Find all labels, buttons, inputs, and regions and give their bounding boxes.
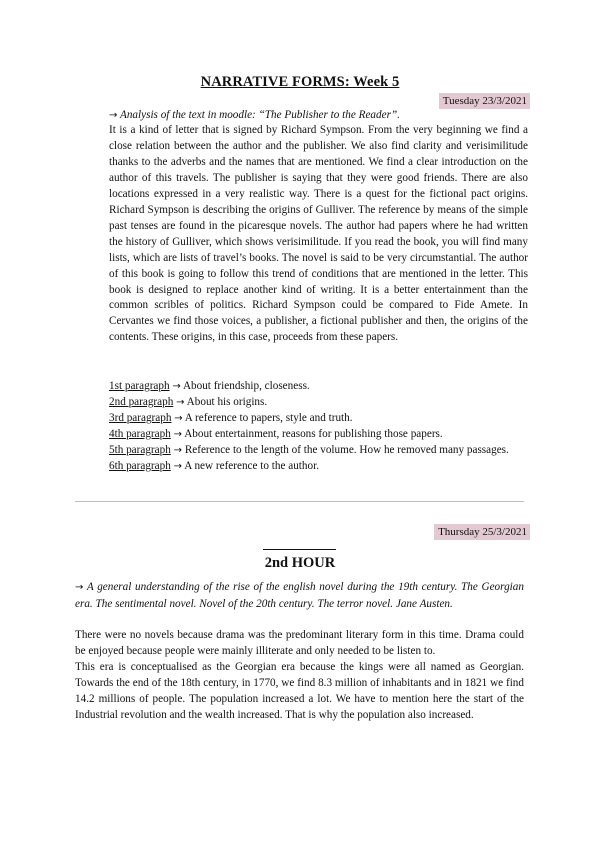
section-heading: 2nd HOUR	[264, 555, 336, 571]
list-item	[109, 459, 528, 475]
paragraph-summary: Reference to the length of the volume. How he removed many passages.	[182, 443, 509, 456]
right-arrow-icon: →	[173, 428, 183, 440]
analysis-intro	[109, 108, 400, 123]
lecture-intro-text: A general understanding of the rise of the english novel during the 19th century. The Georgian era. The sentimental novel. Novel of the 20th century. The terror novel. Jane Austen.	[75, 581, 524, 610]
heading-rule	[263, 549, 336, 550]
right-arrow-icon: →	[176, 396, 185, 408]
page-title: NARRATIVE FORMS: Week 5	[200, 74, 400, 90]
paragraph-label: 6th paragraph	[109, 459, 171, 472]
paragraph-label: 3rd paragraph	[109, 411, 172, 424]
lecture-intro	[75, 579, 524, 612]
paragraph-label: 5th paragraph	[109, 443, 171, 456]
lecture-paragraph: There were no novels because drama was the predominant literary form in this time. Drama could be enjoyed because people were mainly illiterate and only needed to be listen to.	[75, 629, 524, 657]
right-arrow-icon: →	[75, 582, 84, 593]
list-item	[109, 411, 528, 427]
paragraph-summary: About friendship, closeness.	[180, 380, 310, 392]
right-arrow-icon: →	[172, 381, 181, 392]
paragraph-summary: A reference to papers, style and truth.	[182, 411, 353, 424]
paragraph-summary-list	[109, 379, 528, 475]
right-arrow-icon: →	[174, 412, 183, 424]
lecture-paragraph: This era is conceptualised as the Georgian era because the kings were all named as Georgian. Towards the end of the 18th century, in 1770, we find 8.3 million of inhabitants and in 1821 we find 14.2 millions of people. The population increased a lot. We have to mention here the start of the Industrial revolution and the wealth increased. That is why the population also increased.	[75, 661, 524, 721]
date-highlight-tuesday: Tuesday 23/3/2021	[439, 93, 530, 109]
list-item	[109, 379, 528, 395]
paragraph-summary: A new reference to the author.	[182, 459, 320, 472]
paragraph-summary: About entertainment, reasons for publishing those papers.	[182, 427, 443, 440]
section-divider	[75, 501, 524, 502]
right-arrow-icon: →	[109, 110, 118, 121]
list-item	[109, 395, 528, 411]
paragraph-label: 2nd paragraph	[109, 395, 174, 408]
paragraph-label: 4th paragraph	[109, 427, 171, 440]
date-highlight-thursday: Thursday 25/3/2021	[434, 524, 530, 540]
paragraph-summary: About his origins.	[184, 395, 268, 408]
right-arrow-icon: →	[173, 444, 183, 456]
right-arrow-icon: →	[173, 460, 183, 472]
list-item	[109, 443, 528, 459]
list-item	[109, 427, 528, 443]
analysis-intro-text: Analysis of the text in moodle: “The Publisher to the Reader”.	[120, 109, 400, 121]
paragraph-label: 1st paragraph	[109, 380, 170, 392]
analysis-body: It is a kind of letter that is signed by Richard Sympson. From the very beginning we find a close relation between the author and the publisher. We also find clarity and verisimilitude thanks to the adverbs and the names that are mentioned. We find a clear introduction on the author of this travels. The publisher is saying that they were good friends. There are also locations expressed in a very realistic way. There is a quest for the fictional pact origins. Richard Sympson is describing the origins of Gulliver. The reference by means of the simple past tenses are found in the picaresque novels. The author had papers where he had written the history of Gulliver, which shows verisimilitude. If you read the book, you will find many lists, which are lists of travel’s books. The novel is said to be very circumstantial. The author of this book is going to follow this trend of conditions that are mentioned in the letter. This book is designed to replace another kind of writing. It is a better entertainment than the common scribles of politics. Richard Sympson could be compared to Fide Amete. In Cervantes we find those voices, a publisher, a fictional publisher and then, the origins of the contents. These origins, in this case, proceeds from these papers.	[109, 124, 528, 344]
